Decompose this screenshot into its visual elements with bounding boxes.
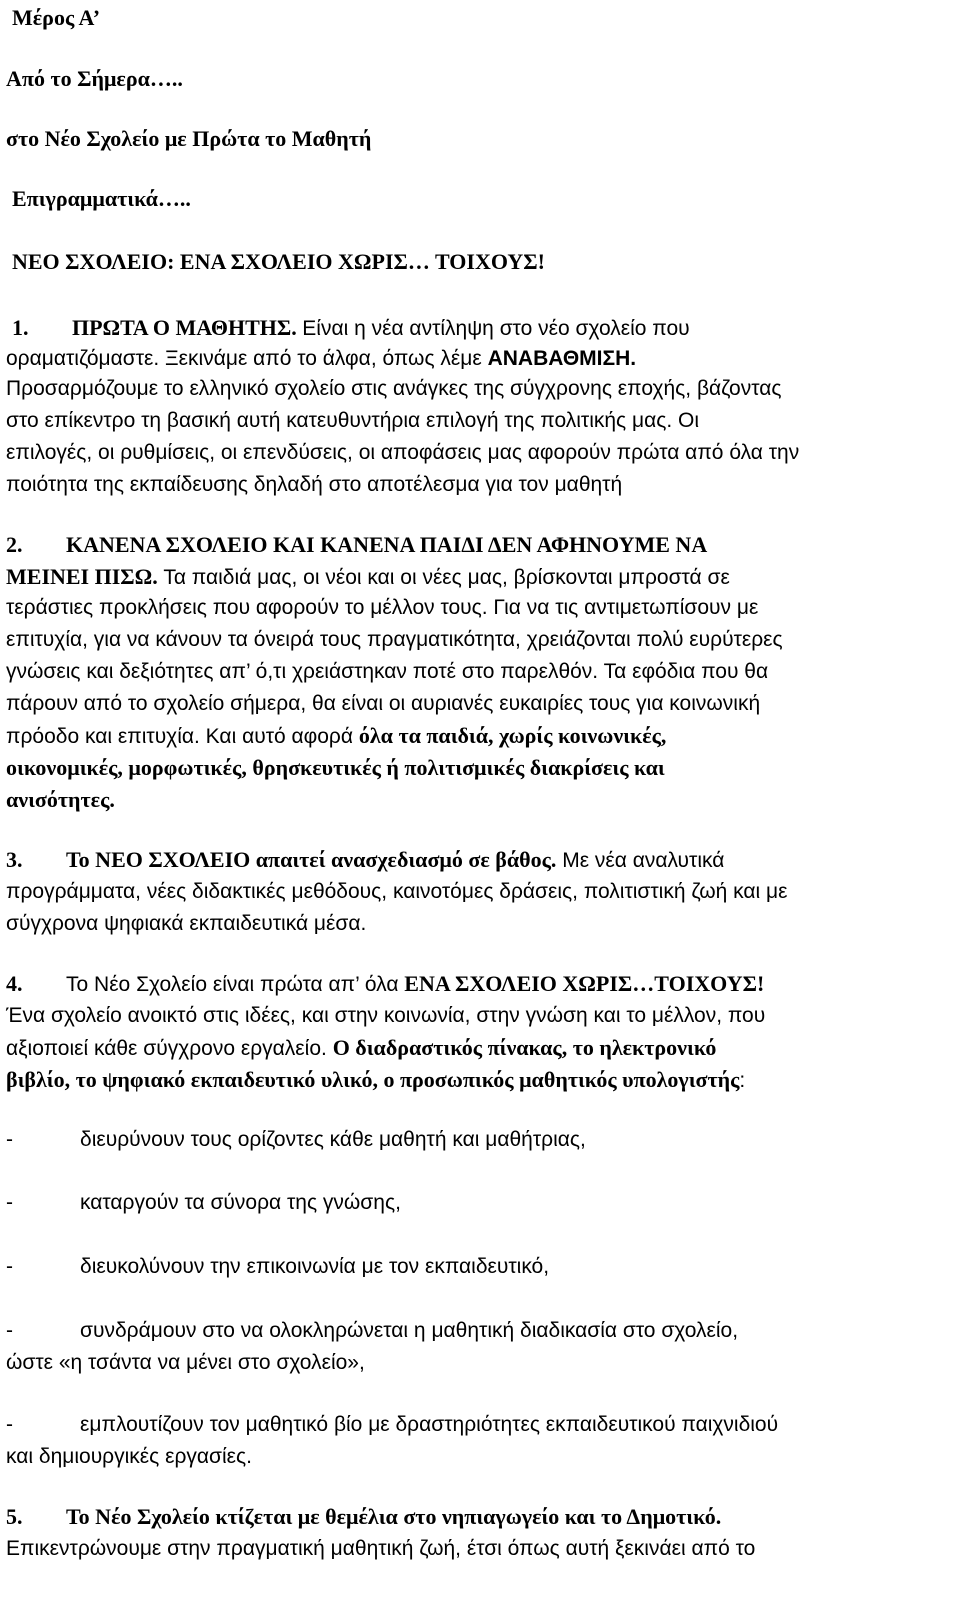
section-4-line-4: βιβλίο, το ψηφιακό εκπαιδευτικό υλικό, ο προσωπικός μαθητικός υπολογιστής: [6, 1067, 746, 1092]
section-1-line-3: Προσαρμόζουμε το ελληνικό σχολείο στις ανάγκες της σύγχρονης εποχής, βάζοντας [6, 377, 782, 400]
section-3-number: 3. [6, 847, 23, 872]
section-2-line-9: ανισότητες. [6, 787, 115, 812]
part-heading: Μέρος Α’ [12, 5, 101, 30]
school-without-walls: ΕΝΑ ΣΧΟΛΕΙΟ ΧΩΡΙΣ…ΤΟΙΧΟΥΣ! [404, 971, 765, 996]
section-1-line-2: οραματιζόμαστε. Ξεκινάμε από το άλφα, όπως λέμε ΑΝΑΒΑΘΜΙΣΗ. [6, 347, 637, 370]
section-3-line-3: σύγχρονα ψηφιακά εκπαιδευτικά μέσα. [6, 912, 367, 935]
section-2-line-1 [6, 530, 707, 560]
list-item: - διευρύνουν τους ορίζοντες κάθε μαθητή και μαθήτριας, [6, 1125, 586, 1155]
bullet-dash: - [6, 1128, 13, 1151]
bullet-dash: - [6, 1413, 13, 1436]
section-1-line-5: επιλογές, οι ρυθμίσεις, οι επενδύσεις, οι αποφάσεις μας αφορούν πρώτα από όλα την [6, 441, 800, 464]
epigrammatically-heading: Επιγραμματικά….. [12, 186, 191, 211]
section-1-line-4: στο επίκεντρο τη βασική αυτή κατευθυντήρια επιλογή της πολιτικής μας. Οι [6, 409, 700, 432]
section-2-line-2: ΜΕΙΝΕΙ ΠΙΣΩ. Τα παιδιά μας, οι νέοι και οι νέες μας, βρίσκονται μπροστά σε [6, 564, 730, 589]
list-item: - εμπλουτίζουν τον μαθητικό βίο με δραστηριότητες εκπαιδευτικού παιχνιδιού [6, 1410, 778, 1440]
section-2-line-8: οικονομικές, μορφωτικές, θρησκευτικές ή πολιτισμικές διακρίσεις και [6, 755, 665, 780]
section-1-line-6: ποιότητα της εκπαίδευσης δηλαδή στο αποτέλεσμα για τον μαθητή [6, 473, 623, 496]
section-5-title: Το Νέο Σχολείο κτίζεται με θεμέλια στο νηπιαγωγείο και το Δημοτικό. [66, 1504, 722, 1529]
section-1-number: 1. [12, 315, 29, 340]
section-2-title: ΚΑΝΕΝΑ ΣΧΟΛΕΙΟ ΚΑΙ ΚΑΝΕΝΑ ΠΑΙΔΙ ΔΕΝ ΑΦΗΝΟΥΜΕ ΝΑ [66, 532, 708, 557]
section-1-text: Είναι η νέα αντίληψη στο νέο σχολείο που [302, 317, 690, 340]
section-2-number: 2. [6, 532, 23, 557]
section-5-line-2: Επικεντρώνουμε στην πραγματική μαθητική ζωή, έτσι όπως αυτή ξεκινάει από το [6, 1537, 756, 1560]
list-item-continuation: και δημιουργικές εργασίες. [6, 1445, 253, 1468]
new-school-heading: στο Νέο Σχολείο με Πρώτα το Μαθητή [6, 126, 372, 151]
bullet-dash: - [6, 1319, 13, 1342]
section-2-title-end: ΜΕΙΝΕΙ ΠΙΣΩ. [6, 564, 158, 589]
section-4-number: 4. [6, 971, 23, 996]
all-children-emphasis: όλα τα παιδιά, χωρίς κοινωνικές, [358, 723, 667, 748]
section-2-line-5: γνώσεις και δεξιότητες απ’ ό,τι χρειάστηκαν ποτέ στο παρελθόν. Τα εφόδια που θα [6, 660, 769, 683]
section-2-line-6: πάρουν από το σχολείο σήμερα, θα είναι οι αυριανές ευκαιρίες τους για κοινωνική [6, 692, 761, 715]
list-item-continuation: ώστε «η τσάντα να μένει στο σχολείο», [6, 1351, 365, 1374]
section-4-line-2: Ένα σχολείο ανοικτό στις ιδέες, και στην κοινωνία, στην γνώση και το μέλλον, που [6, 1004, 766, 1027]
section-1-line-1 [12, 313, 690, 343]
section-5-number: 5. [6, 1504, 23, 1529]
tools-emphasis: Ο διαδραστικός πίνακας, το ηλεκτρονικό [332, 1035, 717, 1060]
section-4-line-3: αξιοποιεί κάθε σύγχρονο εργαλείο. Ο διαδραστικός πίνακας, το ηλεκτρονικό [6, 1035, 717, 1060]
upgrade-keyword: ΑΝΑΒΑΘΜΙΣΗ. [487, 347, 637, 370]
section-5-line-1 [6, 1502, 721, 1532]
section-2-line-4: επιτυχία, για να κάνουν τα όνειρά τους πραγματικότητα, χρειάζονται πολύ ευρύτερες [6, 628, 783, 651]
section-2-line-7: πρόοδο και επιτυχία. Και αυτό αφορά όλα τα παιδιά, χωρίς κοινωνικές, [6, 723, 667, 748]
list-item: - διευκολύνουν την επικοινωνία με τον εκπαιδευτικό, [6, 1252, 549, 1282]
section-3-title: Το ΝΕΟ ΣΧΟΛΕΙΟ απαιτεί ανασχεδιασμό σε βάθος. [66, 847, 557, 872]
bullet-dash: - [6, 1255, 13, 1278]
list-item: - συνδράμουν στο να ολοκληρώνεται η μαθητική διαδικασία στο σχολείο, [6, 1316, 738, 1346]
section-3-line-1: 3. Το ΝΕΟ ΣΧΟΛΕΙΟ απαιτεί ανασχεδιασμό σε βάθος. Με νέα αναλυτικά [6, 845, 724, 875]
list-item: - καταργούν τα σύνορα της γνώσης, [6, 1188, 401, 1218]
section-3-line-2: προγράμματα, νέες διδακτικές μεθόδους, καινοτόμες δράσεις, πολιτιστική ζωή και με [6, 880, 788, 903]
section-2-line-3: τεράστιες προκλήσεις που αφορούν το μέλλον τους. Για να τις αντιμετωπίσουν με [6, 596, 759, 619]
section-4-line-1: 4. Το Νέο Σχολείο είναι πρώτα απ’ όλα ΕΝΑ ΣΧΟΛΕΙΟ ΧΩΡΙΣ…ΤΟΙΧΟΥΣ! [6, 969, 764, 999]
section-1-title: ΠΡΩΤΑ Ο ΜΑΘΗΤΗΣ. [72, 315, 297, 340]
bullet-dash: - [6, 1191, 13, 1214]
from-today-heading: Από το Σήμερα….. [6, 66, 183, 91]
motto-heading: ΝΕΟ ΣΧΟΛΕΙΟ: ΕΝΑ ΣΧΟΛΕΙΟ ΧΩΡΙΣ… ΤΟΙΧΟΥΣ! [12, 249, 545, 274]
